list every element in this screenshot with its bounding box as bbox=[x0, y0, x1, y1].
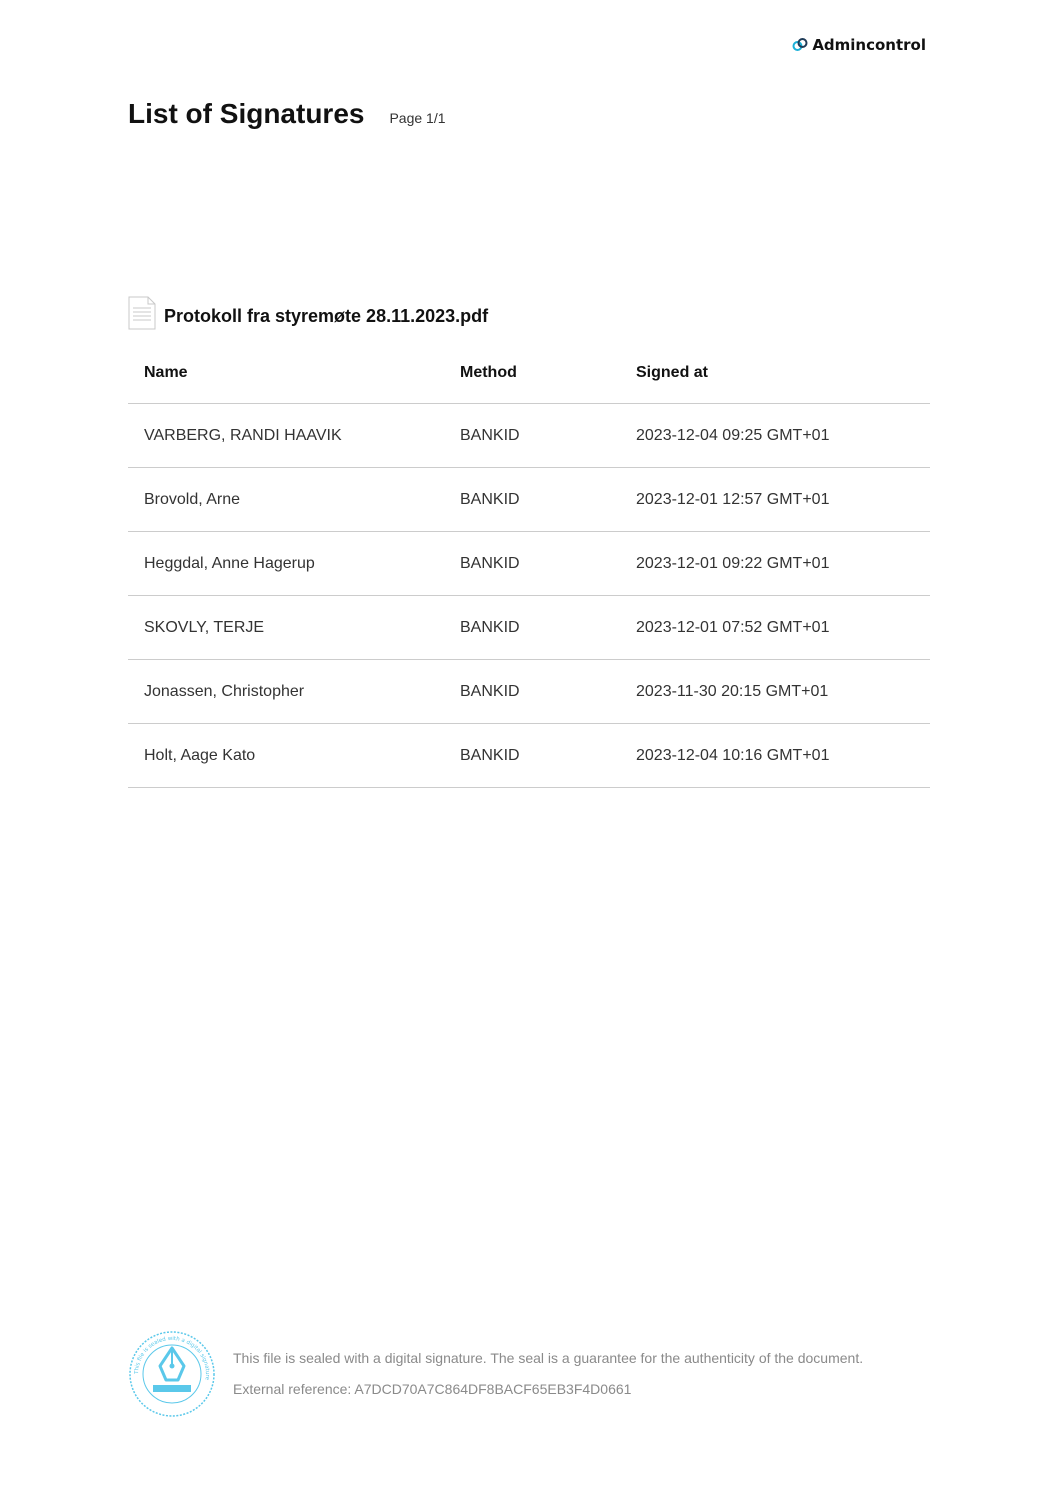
table-row bbox=[128, 468, 930, 532]
signing-method: BANKID bbox=[444, 404, 620, 468]
signing-method: BANKID bbox=[444, 660, 620, 724]
signed-at: 2023-12-04 09:25 GMT+01 bbox=[620, 404, 930, 468]
signing-method: BANKID bbox=[444, 596, 620, 660]
signed-at: 2023-12-01 12:57 GMT+01 bbox=[620, 468, 930, 532]
table-row bbox=[128, 532, 930, 596]
signed-at: 2023-11-30 20:15 GMT+01 bbox=[620, 660, 930, 724]
table-row bbox=[128, 404, 930, 468]
signing-method: BANKID bbox=[444, 724, 620, 788]
document-file-name: Protokoll fra styremøte 28.11.2023.pdf bbox=[164, 305, 489, 326]
seal-ring-text: This file is sealed with a digital signature bbox=[133, 1335, 211, 1381]
title-row bbox=[128, 98, 446, 130]
signatures-table bbox=[128, 342, 930, 788]
signed-at: 2023-12-01 07:52 GMT+01 bbox=[620, 596, 930, 660]
signing-method: BANKID bbox=[444, 468, 620, 532]
column-header-name: Name bbox=[128, 342, 444, 404]
brand-name: Admincontrol bbox=[812, 36, 926, 54]
signed-at: 2023-12-01 09:22 GMT+01 bbox=[620, 532, 930, 596]
external-reference: External reference: A7DCD70A7C864DF8BACF65EB3F4D0661 bbox=[233, 1381, 632, 1397]
table-row bbox=[128, 596, 930, 660]
column-header-method: Method bbox=[444, 342, 620, 404]
column-header-signed-at: Signed at bbox=[620, 342, 930, 404]
brand-logo bbox=[792, 36, 926, 54]
document-row bbox=[128, 296, 488, 330]
signer-name: Heggdal, Anne Hagerup bbox=[128, 532, 444, 596]
document-icon bbox=[128, 296, 156, 330]
seal-text-block bbox=[233, 1343, 863, 1405]
seal-footer bbox=[128, 1330, 863, 1418]
signer-name: Holt, Aage Kato bbox=[128, 724, 444, 788]
signer-name: SKOVLY, TERJE bbox=[128, 596, 444, 660]
signed-at: 2023-12-04 10:16 GMT+01 bbox=[620, 724, 930, 788]
table-row bbox=[128, 724, 930, 788]
signer-name: Jonassen, Christopher bbox=[128, 660, 444, 724]
seal-description: This file is sealed with a digital signature. The seal is a guarantee for the authenticity of the document. bbox=[233, 1350, 864, 1366]
table-row bbox=[128, 660, 930, 724]
signer-name: Brovold, Arne bbox=[128, 468, 444, 532]
table-header-row bbox=[128, 342, 930, 404]
seal-pen-icon bbox=[128, 1330, 216, 1418]
page-title: List of Signatures bbox=[128, 98, 365, 129]
page-number: Page 1/1 bbox=[389, 110, 446, 126]
admincontrol-logo-icon bbox=[792, 37, 808, 53]
signer-name: VARBERG, RANDI HAAVIK bbox=[128, 404, 444, 468]
signing-method: BANKID bbox=[444, 532, 620, 596]
